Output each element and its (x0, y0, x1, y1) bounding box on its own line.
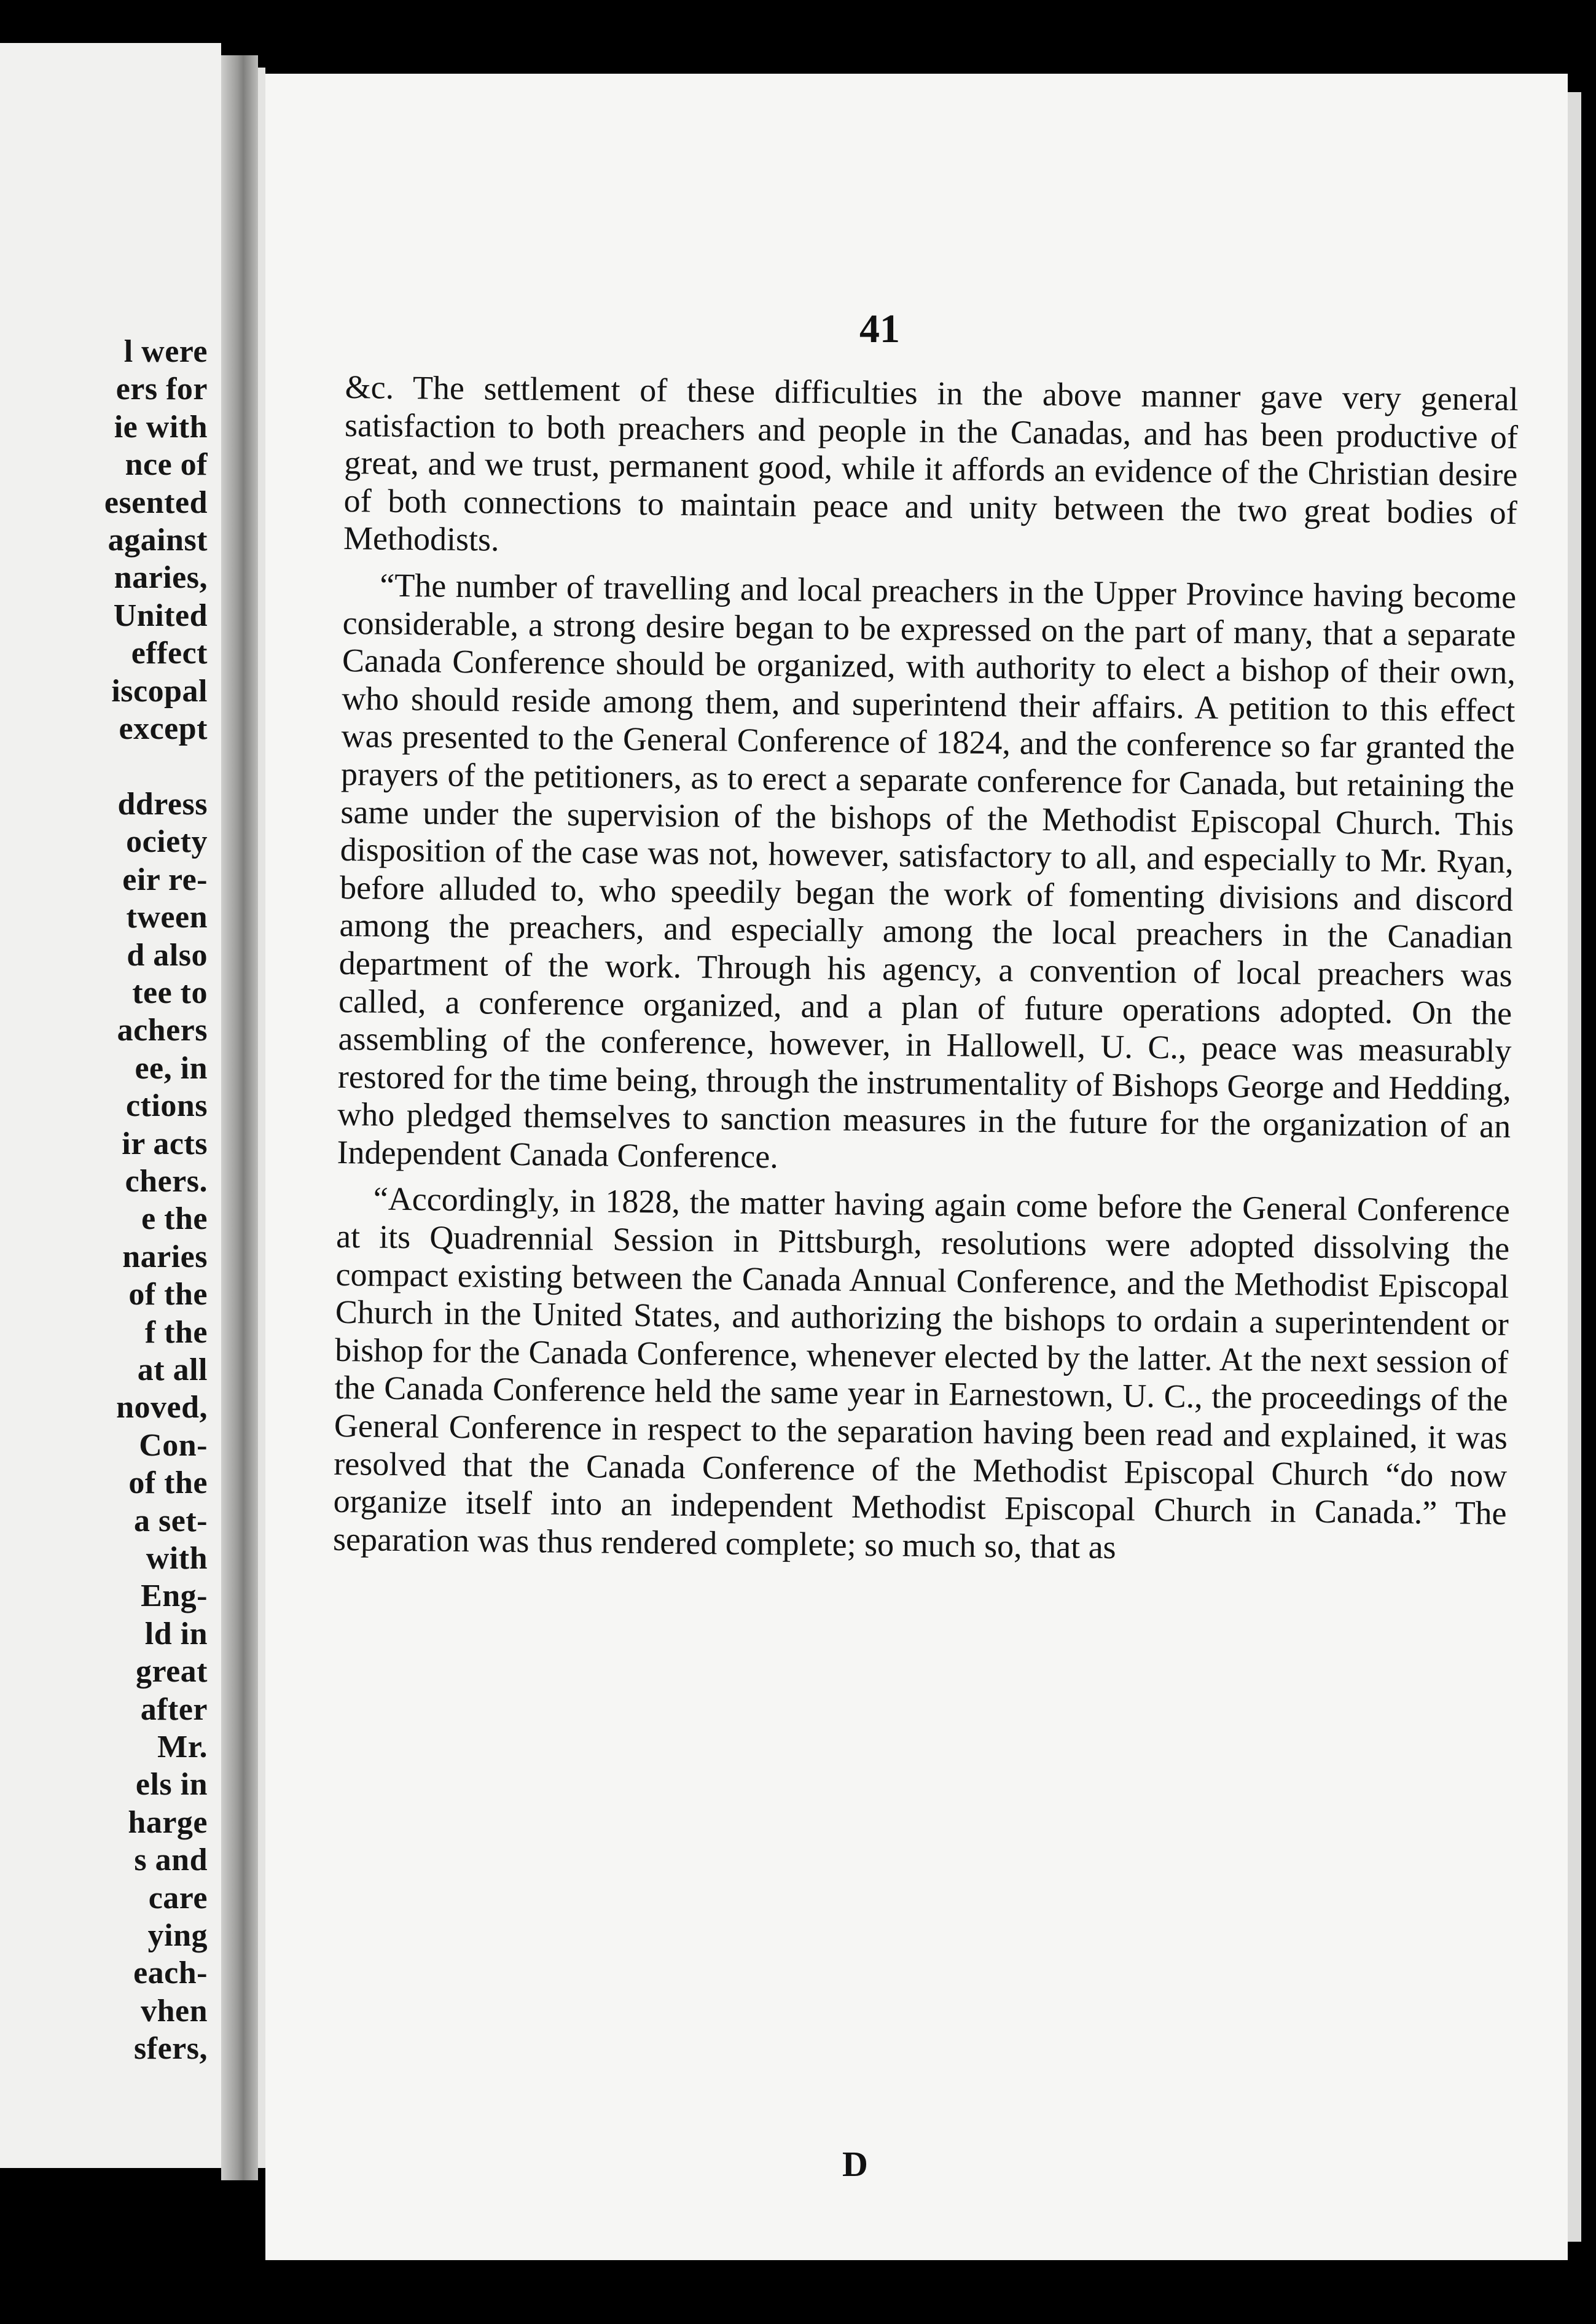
previous-page-line: tee to (132, 975, 208, 1010)
previous-page-line: ctions (126, 1088, 208, 1124)
previous-page-line: after (140, 1691, 208, 1727)
previous-page-line: ir acts (122, 1126, 208, 1161)
previous-page-line: chers. (125, 1163, 208, 1199)
previous-page-line: at all (137, 1352, 208, 1387)
previous-page-line: United (113, 598, 208, 633)
gutter-edge (258, 68, 265, 2168)
previous-page-line: s and (134, 1842, 208, 1878)
previous-page-line: Con- (139, 1427, 208, 1463)
previous-page-line: achers (117, 1013, 208, 1048)
previous-page-line: naries, (114, 560, 208, 596)
previous-page-line: with (146, 1541, 208, 1576)
previous-page-line: f the (144, 1314, 208, 1350)
previous-page-text (104, 333, 208, 2068)
previous-page-line: of the (128, 1465, 208, 1501)
previous-page-line: care (148, 1880, 208, 1916)
previous-page-line: ers for (115, 372, 208, 407)
paragraph: “Accordingly, in 1828, the matter having again come before the General Conference at its Quadrennial Session in Pittsburgh, resolutions were adopted dissolving the compact existing between the Canada Annual Conference, and the Methodist Episcopal Church in the United States, and authorizing the bishops to ordain a superintendent or bishop for the Canada Conference, whenever elected by the latter. At the next session of the Canada Conference held the same year in Earnestown, U. C., the proceedings of the General Conference in respect to the separation having been read and explained, it was resolved that the Canada Conference of the Methodist Episcopal Church “do now organize itself into an independent Methodist Episcopal Church in Canada.” The separation was thus rendered complete; so much so, that as (332, 1180, 1511, 1566)
previous-page-line: vhen (141, 1993, 208, 2029)
previous-page-line: ie with (114, 409, 208, 445)
paragraph: “The number of travelling and local preachers in the Upper Province having become considerable, a strong desire began to be expressed on the part of many, that a separate Canada Conference should be organized, with authority to elect a bishop of their own, who should reside among them, and superintend their affairs. A petition to this effect was presented to the General Conference of 1824, and the conference so far granted the prayers of the petitioners, as to erect a separate conference for Canada, but retaining the same under the supervision of the bishops of the Methodist Episcopal Church. This disposition of the case was not, however, satisfactory to all, and especially to Mr. Ryan, before alluded to, who speedily began the work of fomenting divisions and discord among the preachers, and especially among the local preachers in the Canadian department of the work. Through his agency, a convention of local preachers was called, a conference organized, and a plan of future operations adopted. On the assembling of the conference, however, in Hallowell, U. C., peace was measurably restored for the time being, through the instrumentality of Bishops George and Hedding, who pledged themselves to sanction measures in the future for the organization of an Independent Canada Conference. (337, 566, 1517, 1176)
previous-page-line: ying (147, 1918, 208, 1954)
paragraph: &c. The settlement of these difficulties in the above manner gave very general satisfaction to both preachers and people in the Canadas, and has been productive of great, and we trust, permanent good, while it affords an evidence of the Christian desire of both connections to maintain peace and unity between the two great bodies of Methodists. (343, 368, 1519, 559)
book-page (265, 74, 1568, 2260)
previous-page-line: eir re- (122, 862, 208, 897)
previous-page-line: ld in (144, 1616, 208, 1651)
previous-page-line: d also (127, 937, 208, 973)
previous-page-line: except (119, 711, 208, 747)
previous-page-line: great (135, 1654, 208, 1690)
previous-page-line: e the (141, 1201, 208, 1237)
previous-page-line: ddress (117, 786, 208, 822)
page-edge (1568, 92, 1581, 2242)
previous-page-line: nce of (125, 447, 208, 483)
previous-page-line: Eng- (141, 1578, 208, 1614)
book-binding-gutter (221, 55, 258, 2180)
previous-page-line: harge (128, 1804, 208, 1840)
previous-page-line: tween (126, 900, 208, 935)
previous-page-line: sfers, (134, 2031, 208, 2067)
previous-page-line: iscopal (111, 673, 208, 709)
previous-page-line: of the (128, 1277, 208, 1312)
previous-page-line: ee, in (135, 1050, 208, 1086)
previous-page-line: naries (122, 1239, 208, 1274)
signature-mark: D (842, 2144, 868, 2184)
previous-page-fragment (0, 43, 221, 2168)
page-number: 41 (859, 306, 900, 351)
previous-page-line: effect (131, 636, 208, 671)
previous-page-line: l were (123, 334, 208, 369)
previous-page-line: against (108, 523, 208, 558)
previous-page-line: each- (133, 1956, 208, 1991)
previous-page-line: esented (104, 485, 208, 520)
previous-page-line: noved, (116, 1390, 208, 1425)
body-text (333, 368, 1519, 1579)
previous-page-line: ociety (126, 824, 208, 860)
previous-page-line: Mr. (157, 1729, 208, 1765)
previous-page-line (104, 747, 208, 785)
previous-page-line: a set- (134, 1503, 208, 1538)
previous-page-line: els in (135, 1767, 208, 1803)
